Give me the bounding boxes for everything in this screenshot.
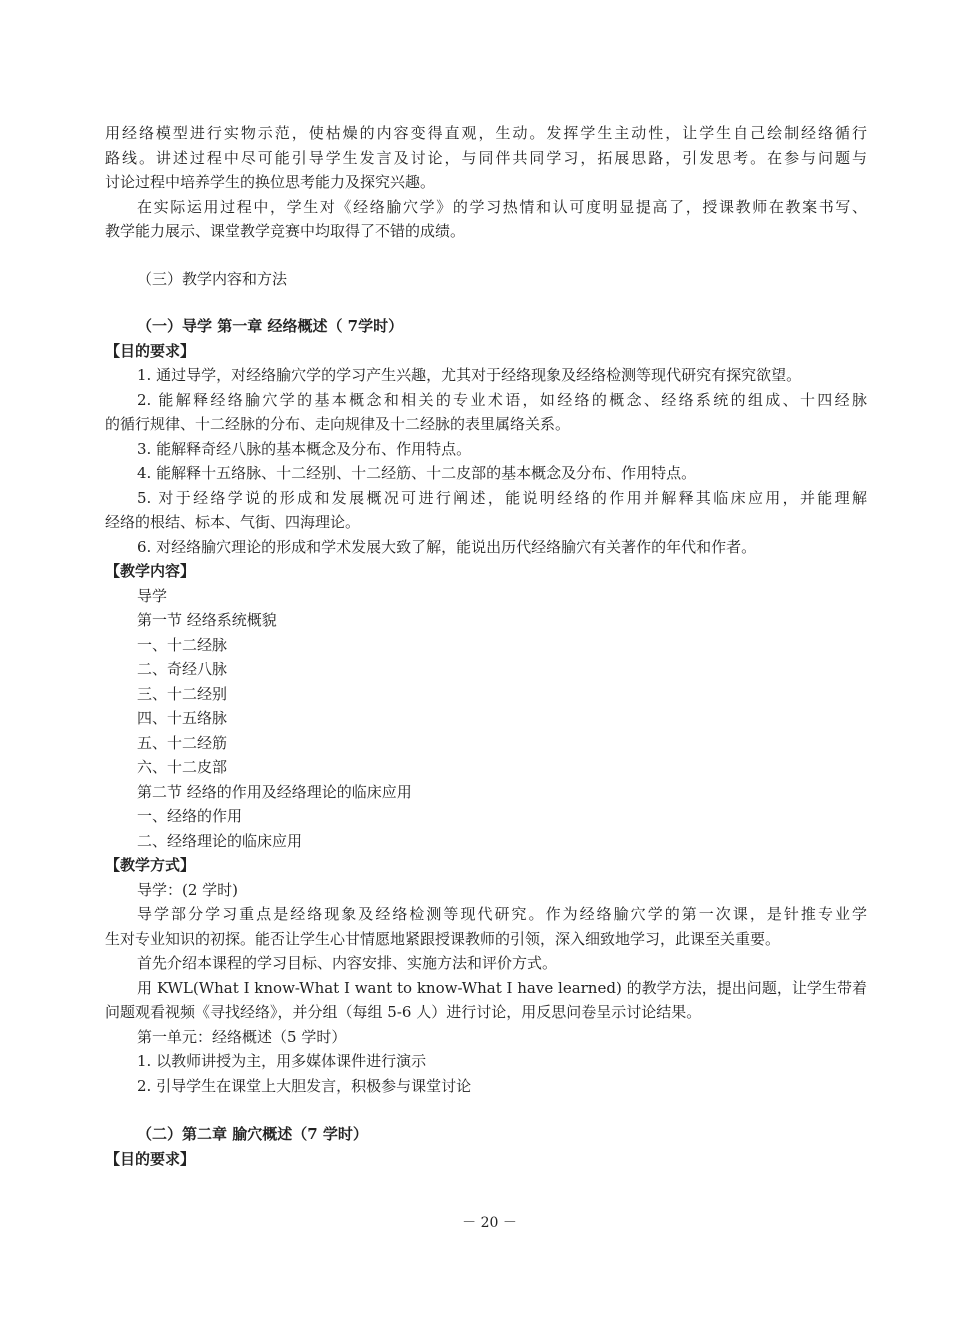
method-list-item: 1. 以教师讲授为主，用多媒体课件进行演示 bbox=[137, 1052, 427, 1070]
content-list bbox=[105, 584, 867, 854]
text-line: 用 KWL(What I know-What I want to know-What I have learned) 的教学方法，提出问题，让学生带着 bbox=[137, 978, 867, 997]
content-item: 一、经络的作用 bbox=[137, 807, 243, 825]
objective-item bbox=[105, 535, 867, 560]
content-item: 二、经络理论的临床应用 bbox=[137, 831, 303, 850]
text-line: 2. 能解释经络腧穴学的基本概念和相关的专业术语，如经络的概念、经络系统的组成、十四经脉 bbox=[137, 390, 867, 409]
chapter-2-heading: （二）第二章 腧穴概述（7 学时） bbox=[137, 1125, 368, 1143]
text-line: 教学能力展示、课堂教学竞赛中均取得了不错的成绩。 bbox=[105, 222, 466, 240]
objectives-label: 【目的要求】 bbox=[105, 1149, 196, 1168]
objective-item bbox=[105, 461, 867, 486]
text-line: 6. 对经络腧穴理论的形成和学术发展大致了解，能说出历代经络腧穴有关著作的年代和作者。 bbox=[137, 537, 757, 556]
spacer bbox=[105, 244, 867, 267]
section-title: （三）教学内容和方法 bbox=[137, 269, 288, 288]
text-line: 讨论过程中培养学生的换位思考能力及探究兴趣。 bbox=[105, 173, 436, 191]
spacer bbox=[105, 291, 867, 314]
method-paragraph bbox=[105, 902, 867, 951]
method-list-item: 2. 引导学生在课堂上大胆发言，积极参与课堂讨论 bbox=[137, 1076, 472, 1095]
content-label: 【教学内容】 bbox=[105, 562, 196, 580]
content-item: 一、十二经脉 bbox=[137, 635, 228, 654]
chapter-1-heading: （一）导学 第一章 经络概述（ 7学时） bbox=[137, 317, 404, 335]
content-item: 四、十五络脉 bbox=[137, 709, 228, 727]
objectives-list bbox=[105, 363, 867, 559]
content-item: 六、十二皮部 bbox=[137, 758, 228, 776]
text-line: 路线。讲述过程中尽可能引导学生发言及讨论，与同伴共同学习，拓展思路，引发思考。在参与问题与 bbox=[105, 148, 867, 167]
spacer bbox=[105, 1098, 867, 1122]
content-item: 第一节 经络系统概貌 bbox=[137, 611, 277, 629]
content-item: 第二节 经络的作用及经络理论的临床应用 bbox=[137, 782, 412, 801]
text-line: 用经络模型进行实物示范，使枯燥的内容变得直观，生动。发挥学生主动性，让学生自己绘制经络循行 bbox=[105, 124, 867, 142]
method-subheading: 导学：(2 学时) bbox=[137, 880, 239, 899]
page-number: － 20 － bbox=[462, 1215, 517, 1231]
content-item: 五、十二经筋 bbox=[137, 733, 228, 752]
objective-item bbox=[105, 363, 867, 388]
content-item: 导学 bbox=[137, 586, 168, 605]
content-item: 三、十二经别 bbox=[137, 684, 228, 703]
objective-item bbox=[105, 437, 867, 462]
document-body bbox=[105, 121, 867, 1171]
text-line: 3. 能解释奇经八脉的基本概念及分布、作用特点。 bbox=[137, 439, 472, 458]
method-paragraph bbox=[105, 976, 867, 1025]
text-line: 经络的根结、标本、气街、四海理论。 bbox=[105, 513, 361, 531]
intro-paragraph-2 bbox=[105, 195, 867, 244]
text-line: 导学部分学习重点是经络现象及经络检测等现代研究。作为经络腧穴学的第一次课，是针推专业学 bbox=[137, 905, 867, 923]
intro-paragraph-1 bbox=[105, 121, 867, 195]
objective-item bbox=[105, 486, 867, 535]
text-line: 问题观看视频《寻找经络》，并分组（每组 5-6 人）进行讨论，用反思问卷呈示讨论结果。 bbox=[105, 1003, 702, 1021]
text-line: 1. 通过导学，对经络腧穴学的学习产生兴趣，尤其对于经络现象及经络检测等现代研究有探究欲望。 bbox=[137, 366, 802, 384]
objective-item bbox=[105, 388, 867, 437]
method-label: 【教学方式】 bbox=[105, 856, 196, 874]
objectives-label: 【目的要求】 bbox=[105, 341, 196, 360]
method-subheading: 第一单元：经络概述（5 学时） bbox=[137, 1027, 347, 1046]
text-line: 在实际运用过程中，学生对《经络腧穴学》的学习热情和认可度明显提高了，授课教师在教案书写、 bbox=[137, 197, 867, 216]
text-line: 4. 能解释十五络脉、十二经别、十二经筋、十二皮部的基本概念及分布、作用特点。 bbox=[137, 464, 697, 482]
text-line: 生对专业知识的初探。能否让学生心甘情愿地紧跟授课教师的引领，深入细致地学习，此课至关重要。 bbox=[105, 929, 781, 948]
content-item: 二、奇经八脉 bbox=[137, 660, 228, 678]
text-line: 的循行规律、十二经脉的分布、走向规律及十二经脉的表里属络关系。 bbox=[105, 415, 571, 433]
text-line: 5. 对于经络学说的形成和发展概况可进行阐述，能说明经络的作用并解释其临床应用，并能理解 bbox=[137, 488, 867, 507]
method-paragraph: 首先介绍本课程的学习目标、内容安排、实施方法和评价方式。 bbox=[137, 954, 558, 972]
